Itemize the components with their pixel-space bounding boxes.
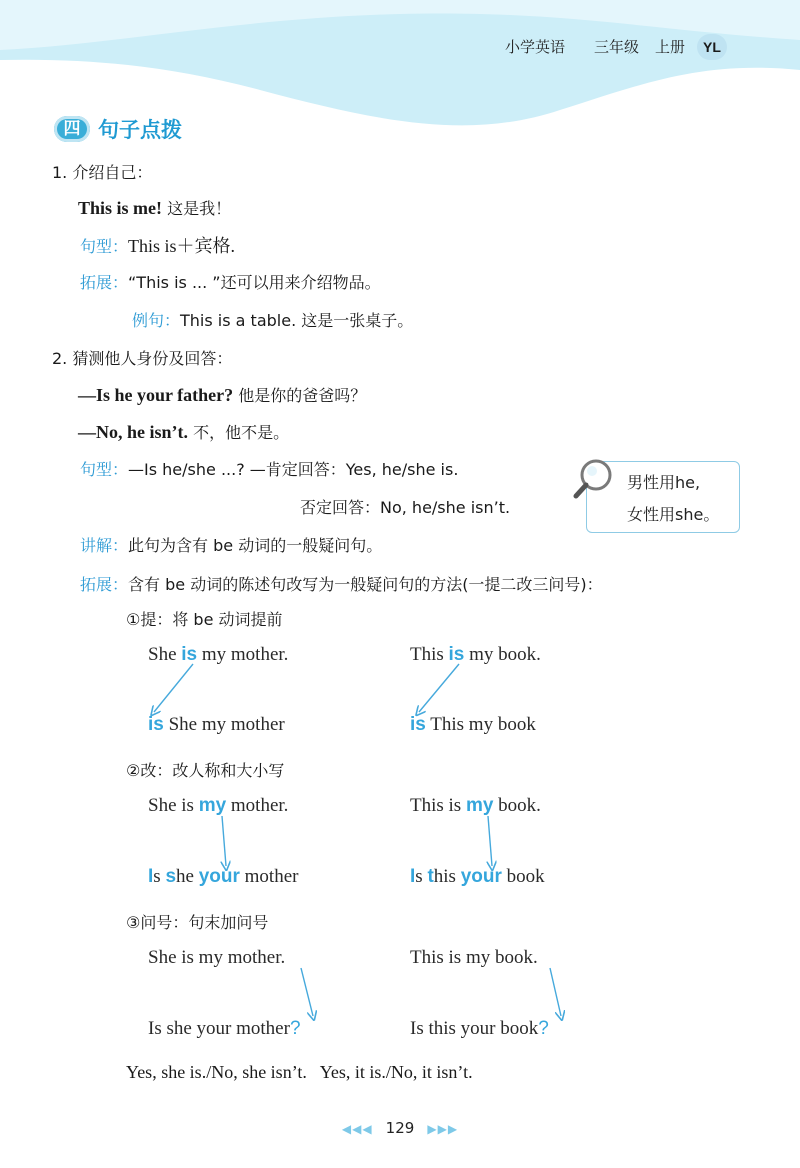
- step2-right-result: Is this your book: [410, 866, 545, 887]
- step3-title: ③问号：句末加问号: [126, 913, 269, 932]
- item2-pattern-negative: 否定回答：No, he/she isn’t.: [300, 498, 511, 517]
- item1-heading: 1. 介绍自己：: [52, 163, 153, 182]
- step1-right-statement: This is my book.: [410, 644, 541, 665]
- step3-right-result: Is this your book?: [410, 1018, 549, 1039]
- item2-answer: —No, he isn’t. 不，他不是。: [78, 422, 290, 442]
- section-number-badge: 四: [54, 116, 90, 142]
- arrow-s3-right: [550, 968, 561, 1016]
- step2-title: ②改：改人称和大小写: [126, 761, 285, 780]
- tip-line-male: 男性用he,: [627, 473, 701, 492]
- step2-left-result: Is she your mother: [148, 866, 299, 887]
- item1-pattern: 句型：This is＋宾格.: [80, 236, 236, 256]
- step2-left-statement: She is my mother.: [148, 795, 289, 816]
- header-volume: 上册: [655, 38, 686, 56]
- step1-left-result: is She my mother: [148, 714, 285, 735]
- step3-left-result: Is she your mother?: [148, 1018, 301, 1039]
- page-number: 129: [385, 1119, 415, 1137]
- tip-line-female: 女性用she。: [627, 505, 720, 524]
- item2-question: —Is he your father? 他是你的爸爸吗？: [78, 385, 367, 405]
- item1-example: This is me! 这是我！: [78, 198, 232, 218]
- edition-badge: YL: [697, 34, 727, 60]
- step3-left-statement: She is my mother.: [148, 947, 286, 968]
- footer-left-arrows-icon: ◀◀◀: [341, 1122, 373, 1136]
- item2-pattern: 句型：—Is he/she ...? —肯定回答：Yes, he/she is.: [80, 460, 459, 479]
- step1-left-statement: She is my mother.: [148, 644, 289, 665]
- section-title: 句子点拨: [98, 118, 182, 142]
- arrow-s1-right: [419, 664, 459, 712]
- step3-right-statement: This is my book.: [410, 947, 538, 968]
- step1-right-result: is This my book: [410, 714, 536, 735]
- header-subject: 小学英语: [505, 38, 566, 56]
- arrow-s1-left: [154, 664, 193, 712]
- arrow-s2-right: [488, 816, 492, 866]
- header-grade: 三年级: [594, 38, 640, 56]
- arrow-s3-left: [301, 968, 313, 1016]
- step3-answers: Yes, she is./No, she isn’t. Yes, it is./No, it isn’t.: [126, 1062, 473, 1082]
- footer-right-arrows-icon: ▶▶▶: [427, 1122, 459, 1136]
- item1-example-sentence: 例句：This is a table. 这是一张桌子。: [132, 311, 414, 330]
- step2-right-statement: This is my book.: [410, 795, 541, 816]
- item2-extend: 拓展：含有 be 动词的陈述句改写为一般疑问句的方法(一提二改三问号)：: [80, 575, 603, 594]
- item2-heading: 2. 猜测他人身份及回答：: [52, 349, 233, 368]
- arrow-s2-left: [222, 816, 226, 866]
- page-footer: [0, 1118, 800, 1137]
- item1-extend: 拓展：“This is ... ”还可以用来介绍物品。: [80, 273, 381, 292]
- item2-explain: 讲解：此句为含有 be 动词的一般疑问句。: [80, 536, 383, 555]
- step1-title: ①提：将 be 动词提前: [126, 610, 283, 629]
